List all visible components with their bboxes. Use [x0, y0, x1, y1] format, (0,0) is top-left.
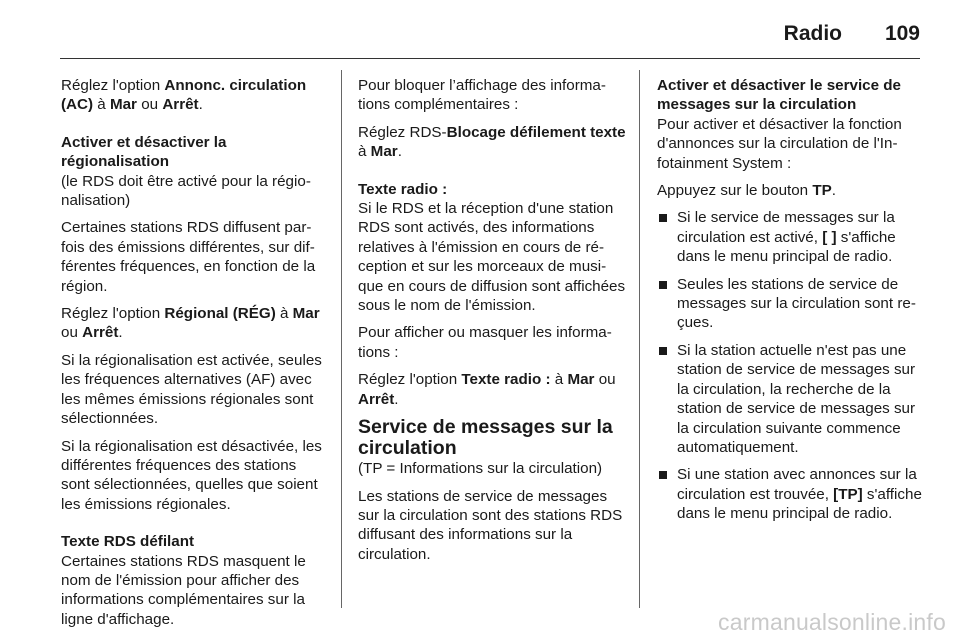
column-2 [358, 76, 626, 572]
page-number: 109 [884, 22, 920, 45]
square-bullet-icon [659, 281, 667, 289]
paragraph-block-option: Réglez RDS-Blocage défilement texte à Mar. [358, 123, 626, 161]
column-divider-1 [341, 70, 342, 608]
list-item: Si le service de messages sur la circulation est activé, [ ] s'affiche dans le menu principal de radio. [657, 208, 923, 266]
paragraph-show-hide: Pour afficher ou masquer les informations : [358, 324, 612, 361]
watermark: carmanualsonline.info [718, 609, 946, 635]
paragraph-tp-definition: (TP = Informations sur la circulation) [358, 460, 603, 478]
heading-radio-text: Texte radio : [358, 180, 448, 198]
paragraph-radio-text: Si le RDS et la réception d'une station RDS sont activés, des informations relatives à l'émission en cours de réception et sur les morceaux de musique en cours de diffusion sont affichées sous le nom de l'émission. [358, 200, 626, 315]
paragraph-ac-option: Réglez l'option Annonc. circulation (AC) à Mar ou Arrêt. [61, 77, 307, 114]
paragraph-tp-toggle: Pour activer et désactiver la fonction d'annonces sur la circulation de l'Infotainment System : [657, 115, 902, 172]
square-bullet-icon [659, 214, 667, 222]
paragraph-rds-stations: Certaines stations RDS diffusent parfois des émissions différentes, sur différentes fréquences, en fonction de la région. [61, 219, 316, 295]
column-divider-2 [639, 70, 640, 608]
column-3 [657, 76, 923, 532]
paragraph-reg-off: Si la régionalisation est désactivée, les différentes fréquences des stations sont sélectionnées, quelles que soient les émissions régionales. [61, 437, 322, 513]
paragraph-tp-stations: Les stations de service de messages sur la circulation sont des stations RDS diffusant des informations sur la circulation. [358, 487, 623, 563]
tp-bullet-list [657, 208, 923, 523]
paragraph-rds-note: (le RDS doit être activé pour la régionalisation) [61, 172, 311, 210]
list-item: Si une station avec annonces sur la circulation est trouvée, [TP] s'affiche dans le menu principal de radio. [657, 465, 923, 523]
heading-tp-toggle: Activer et désactiver le service de messages sur la circulation [657, 77, 901, 114]
square-bullet-icon [659, 471, 667, 479]
column-1 [61, 76, 329, 637]
paragraph-tp-button: Appuyez sur le bouton TP. [657, 182, 837, 200]
square-bullet-icon [659, 347, 667, 355]
page-header [0, 0, 960, 56]
heading-traffic-service: Service de messages sur la circulation [358, 416, 613, 460]
paragraph-radio-text-option: Réglez l'option Texte radio : à Mar ou Arrêt. [358, 371, 616, 408]
heading-regionalisation: Activer et désactiver la régionalisation [61, 133, 227, 171]
section-title: Radio [783, 22, 842, 45]
header-rule [60, 58, 920, 59]
list-item: Seules les stations de service de messages sur la circulation sont reçues. [657, 275, 923, 333]
paragraph-rds-text: Certaines stations RDS masquent le nom de l'émission pour afficher des informations complémentaires sur la ligne d'affichage. [61, 552, 306, 628]
paragraph-reg-option: Réglez l'option Régional (RÉG) à Mar ou Arrêt. [61, 305, 320, 342]
paragraph-reg-on: Si la régionalisation est activée, seules les fréquences alternatives (AF) avec les mêmes émissions régionales sont sélectionnées. [61, 351, 322, 428]
heading-rds-text: Texte RDS défilant [61, 533, 195, 551]
paragraph-block-info: Pour bloquer l’affichage des informations complémentaires : [358, 77, 606, 114]
list-item: Si la station actuelle n'est pas une station de service de messages sur la circulation, la recherche de la station de service de messages sur la circulation suivante commence automatiquement. [657, 341, 923, 457]
